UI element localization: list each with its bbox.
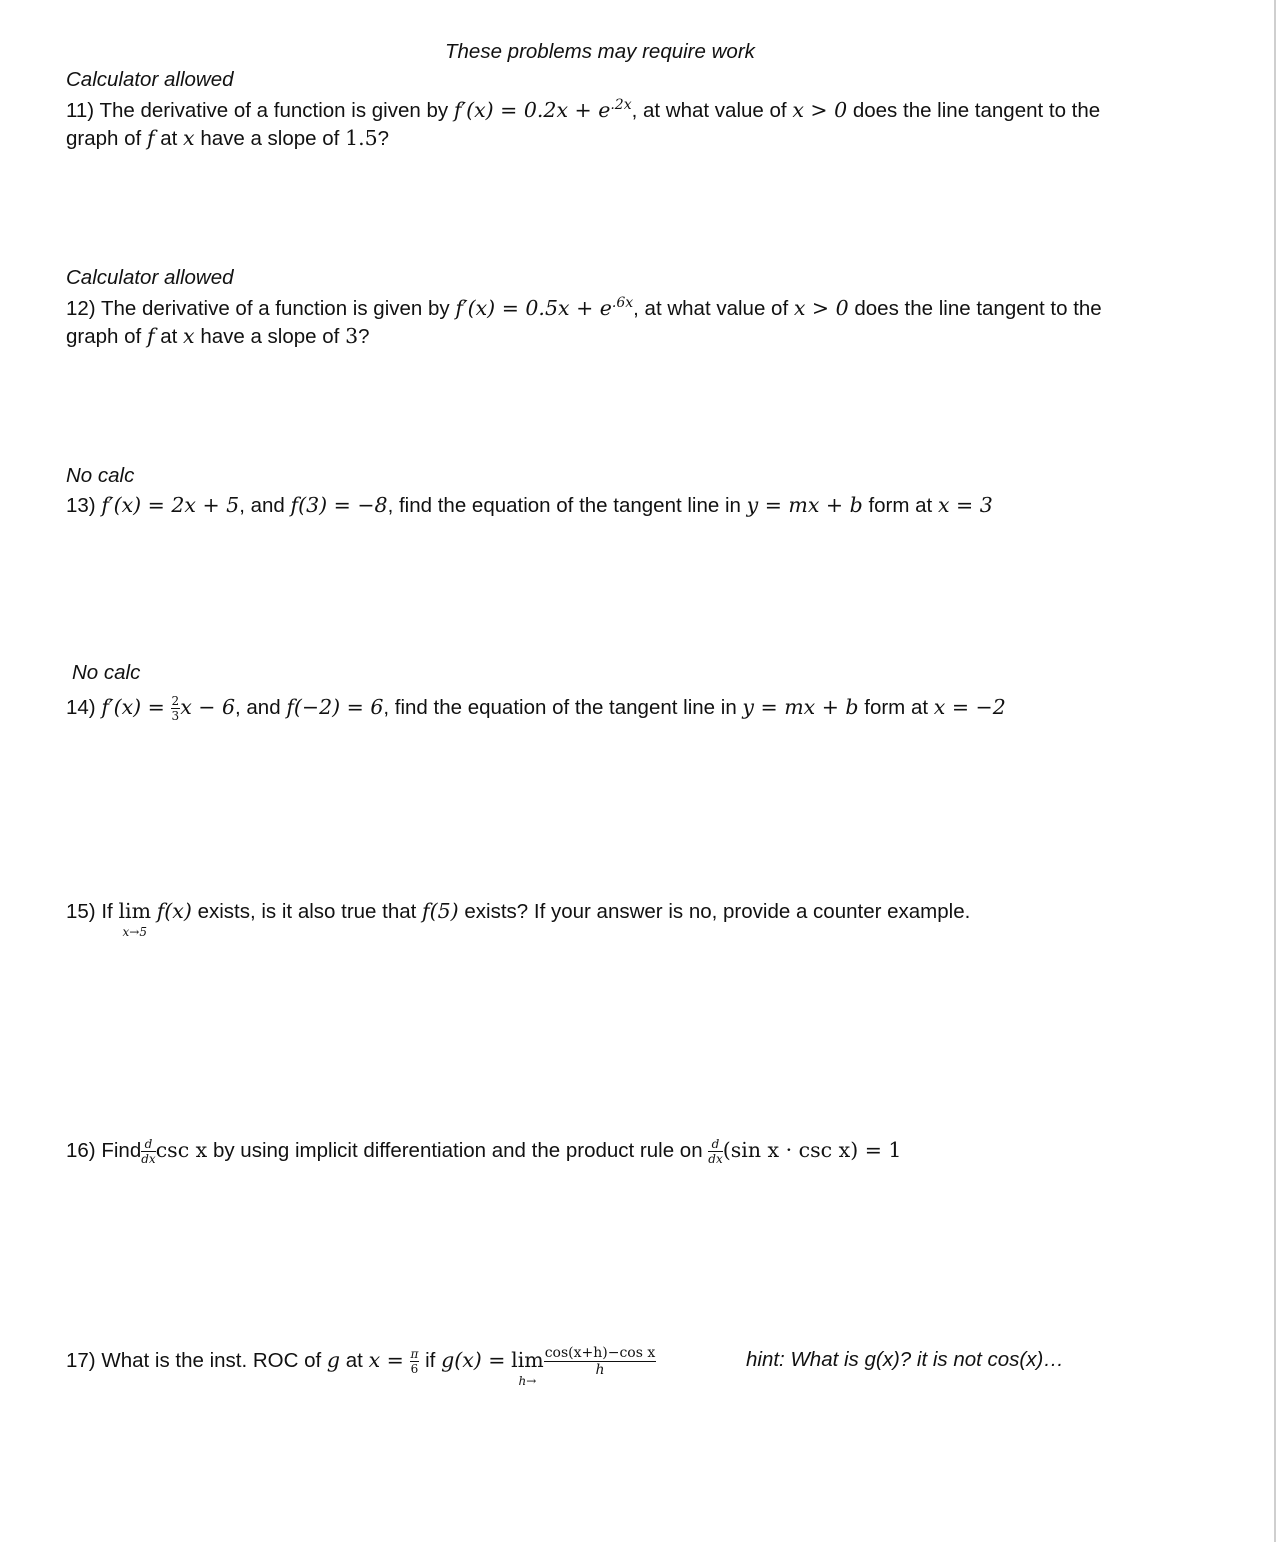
problem-13-number: 13) [66, 494, 96, 517]
problem-12-line2: graph of f at x have a slope of 3? [66, 324, 370, 348]
difference-quotient: $\frac{\text{cos(x+h)−cos x}}{h}$ [544, 1345, 656, 1379]
fraction-two-thirds: $\frac{2}{3}$ [171, 694, 180, 724]
problem-12-number: 12) [66, 297, 96, 320]
problem-16-number: 16) [66, 1139, 96, 1162]
problem-12-derivative: $f'(x) = 0.5x + e^{.6x}$ [455, 295, 634, 320]
problem-13-note: No calc [66, 464, 135, 487]
page-edge [1274, 0, 1276, 1542]
derivative-operator: $\frac{d}{dx}$ [141, 1137, 156, 1167]
problem-12-line1: 12) The derivative of a function is given by $f'(x) = 0.5x + e^{.6x}$, at what value of x > 0 does the line tangent to the [66, 295, 1102, 320]
problem-17-hint: hint: What is g(x)? it is not cos(x)… [746, 1348, 1064, 1371]
problem-15-number: 15) [66, 900, 96, 923]
limit-expression: lim h→ [511, 1348, 544, 1388]
derivative-operator: $\frac{d}{dx}$ [708, 1137, 723, 1167]
problem-12-note: Calculator allowed [66, 266, 234, 289]
problem-11-derivative: $f'(x) = 0.2x + e^{.2x}$ [453, 97, 632, 122]
fraction-pi-over-six: $\frac{\pi}{6}$ [410, 1347, 419, 1377]
page-title: These problems may require work [445, 40, 755, 63]
problem-11-note: Calculator allowed [66, 68, 234, 91]
limit-expression: lim x→5 [118, 899, 152, 939]
problem-11-line1: 11) The derivative of a function is given by $f'(x) = 0.2x + e^{.2x}$, at what value of x > 0 does the line tangent to the [66, 97, 1101, 122]
problem-14-line: 14) f′(x) = $\frac{2}{3}$ x − 6, and f(−2) = 6, find the equation of the tangent line in y = mx + b form at x = −2 [66, 694, 1006, 724]
problem-11-number: 11) [66, 99, 95, 122]
problem-17-number: 17) [66, 1349, 96, 1372]
problem-13-line: 13) f′(x) = 2x + 5, and f(3) = −8, find the equation of the tangent line in y = mx + b form at x = 3 [66, 493, 993, 517]
problem-17-line: 17) What is the inst. ROC of g at x = $\frac{\pi}{6}$ if g(x) = lim h→ $\frac{\text{cos(x+h)−cos x}}{h}$ [66, 1345, 656, 1388]
problem-14-number: 14) [66, 696, 96, 719]
problem-11-line2: graph of f at x have a slope of 1.5? [66, 126, 390, 150]
problem-15-line: 15) If lim x→5 f(x) exists, is it also true that f(5) exists? If your answer is no, provide a counter example. [66, 899, 971, 939]
problem-14-note: No calc [72, 661, 141, 684]
problem-16-line: 16) Find $\frac{d}{dx}$ csc x by using implicit differentiation and the product rule on $\frac{d}{dx}$ (sin x · csc x) = 1 [66, 1137, 902, 1167]
